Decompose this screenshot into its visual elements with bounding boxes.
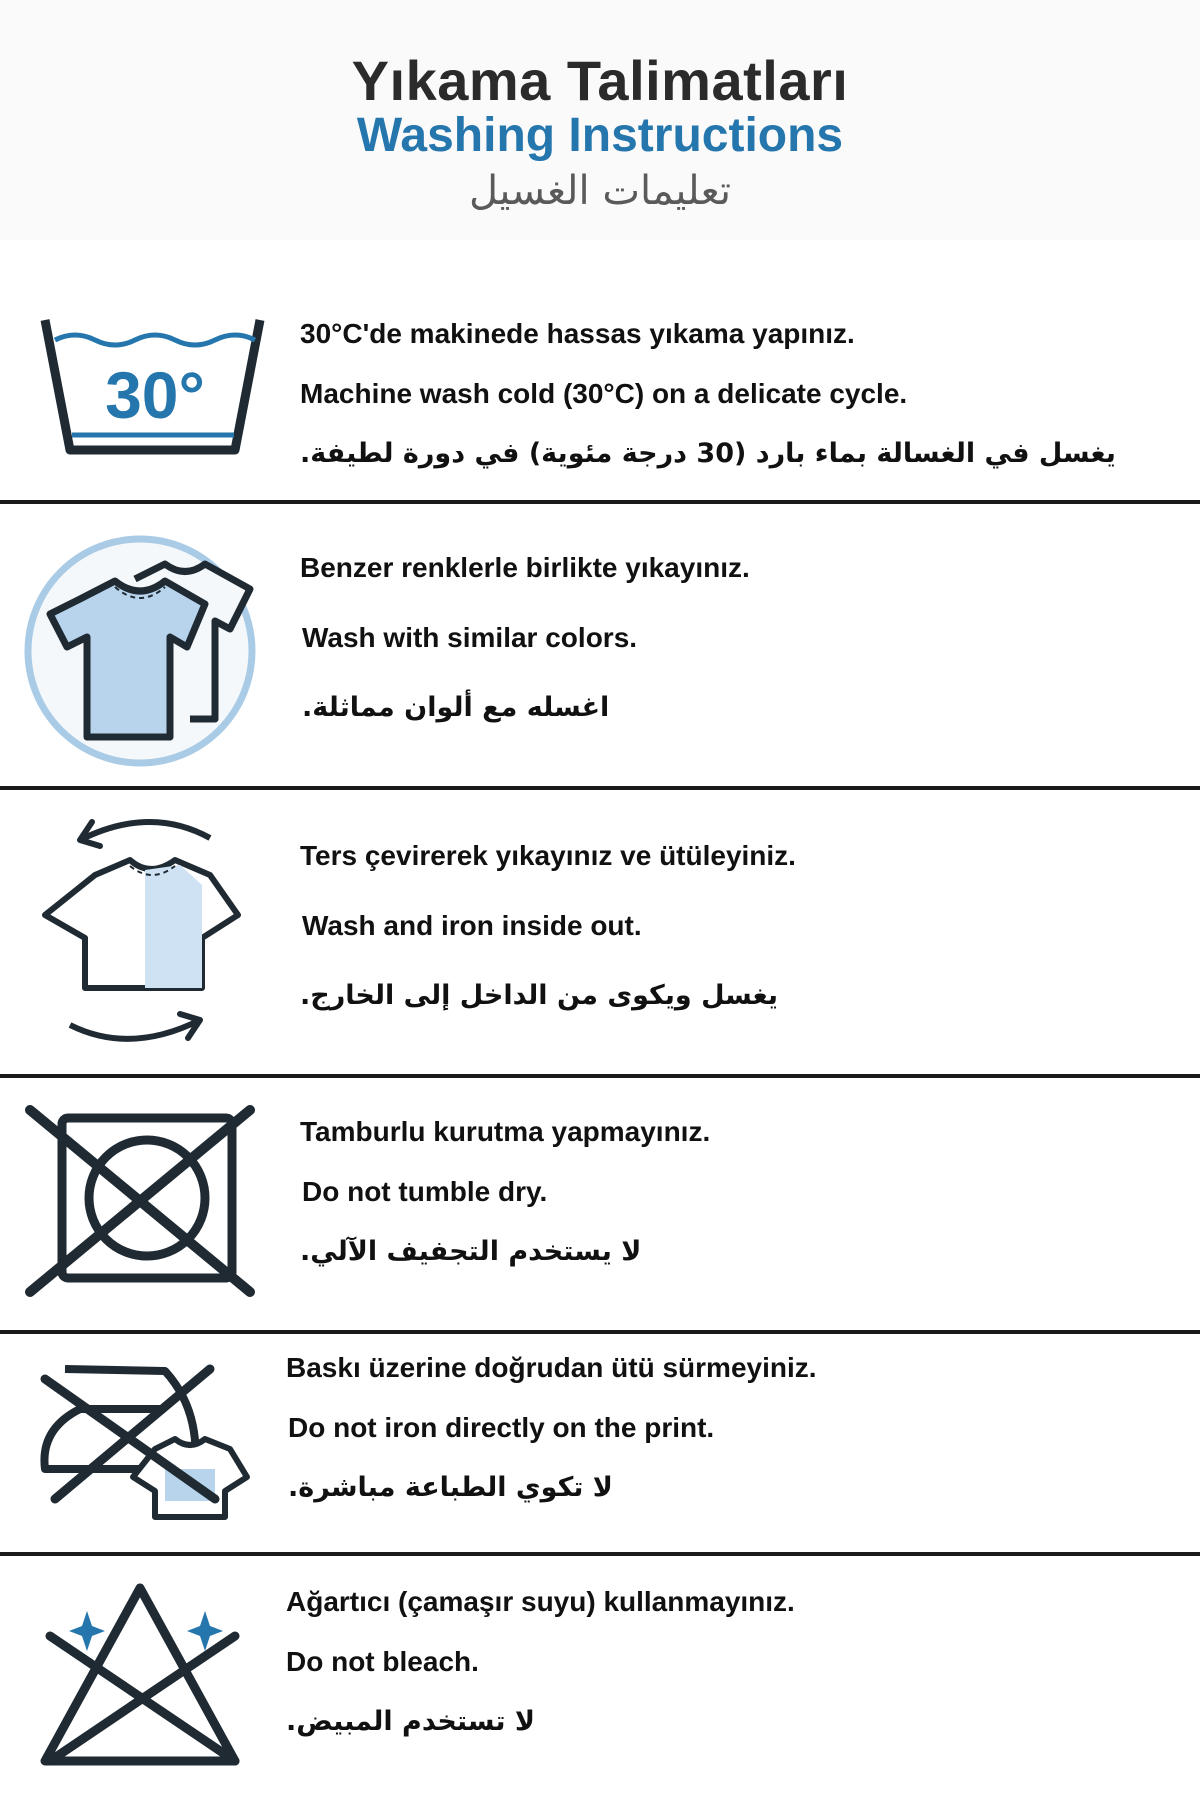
no-iron-print-icon — [25, 1349, 265, 1539]
instruction-text-turkish: Benzer renklerle birlikte yıkayınız. — [300, 552, 750, 583]
instruction-text-english: Do not bleach. — [286, 1646, 479, 1677]
instruction-text-arabic: يغسل في الغسالة بماء بارد (30 درجة مئوية) في دورة لطيفة. — [300, 438, 1116, 469]
instruction-text-turkish: Baskı üzerine doğrudan ütü sürmeyiniz. — [286, 1352, 817, 1383]
instruction-text-english: Machine wash cold (30°C) on a delicate cycle. — [300, 378, 908, 409]
instruction-text-english: Wash and iron inside out. — [302, 910, 642, 941]
instruction-row-no-tumble-dry — [0, 1078, 1200, 1330]
instruction-text-arabic: اغسله مع ألوان مماثلة. — [302, 692, 610, 723]
instruction-row-similar-colors — [0, 504, 1200, 786]
similar-colors-icon — [15, 529, 280, 769]
instruction-row-no-bleach — [0, 1556, 1200, 1800]
instruction-text-english: Wash with similar colors. — [302, 622, 638, 653]
instruction-text-turkish: Ters çevirerek yıkayınız ve ütüleyiniz. — [300, 840, 796, 871]
instruction-row-no-iron-print — [0, 1334, 1200, 1552]
sparkle-icon — [69, 1611, 105, 1651]
instruction-row-inside-out — [0, 790, 1200, 1074]
instruction-row-wash-30 — [0, 250, 1200, 500]
instruction-text-arabic: لا تستخدم المبيض. — [286, 1706, 536, 1737]
page-title-english: Washing Instructions — [356, 109, 844, 162]
no-bleach-icon — [35, 1576, 255, 1776]
instruction-text-english: Do not tumble dry. — [302, 1176, 548, 1207]
inside-out-icon — [30, 810, 250, 1060]
instruction-text-english: Do not iron directly on the print. — [288, 1412, 715, 1443]
instruction-text-arabic: لا يستخدم التجفيف الآلي. — [300, 1236, 642, 1267]
instruction-text-turkish: Tamburlu kurutma yapmayınız. — [300, 1116, 711, 1147]
instruction-text-arabic: يغسل ويكوى من الداخل إلى الخارج. — [300, 980, 779, 1011]
wash-30-icon-label: 30° — [105, 358, 205, 432]
instruction-text-turkish: Ağartıcı (çamaşır suyu) kullanmayınız. — [286, 1586, 795, 1617]
page-title-turkish: Yıkama Talimatları — [351, 49, 849, 112]
instruction-text-turkish: 30°C'de makinede hassas yıkama yapınız. — [300, 318, 855, 349]
instruction-text-arabic: لا تكوي الطباعة مباشرة. — [288, 1472, 613, 1503]
page-title-arabic: تعليمات الغسيل — [468, 168, 732, 214]
wash-30-icon — [20, 300, 280, 470]
no-tumble-dry-icon — [20, 1100, 260, 1310]
header — [0, 0, 1200, 240]
